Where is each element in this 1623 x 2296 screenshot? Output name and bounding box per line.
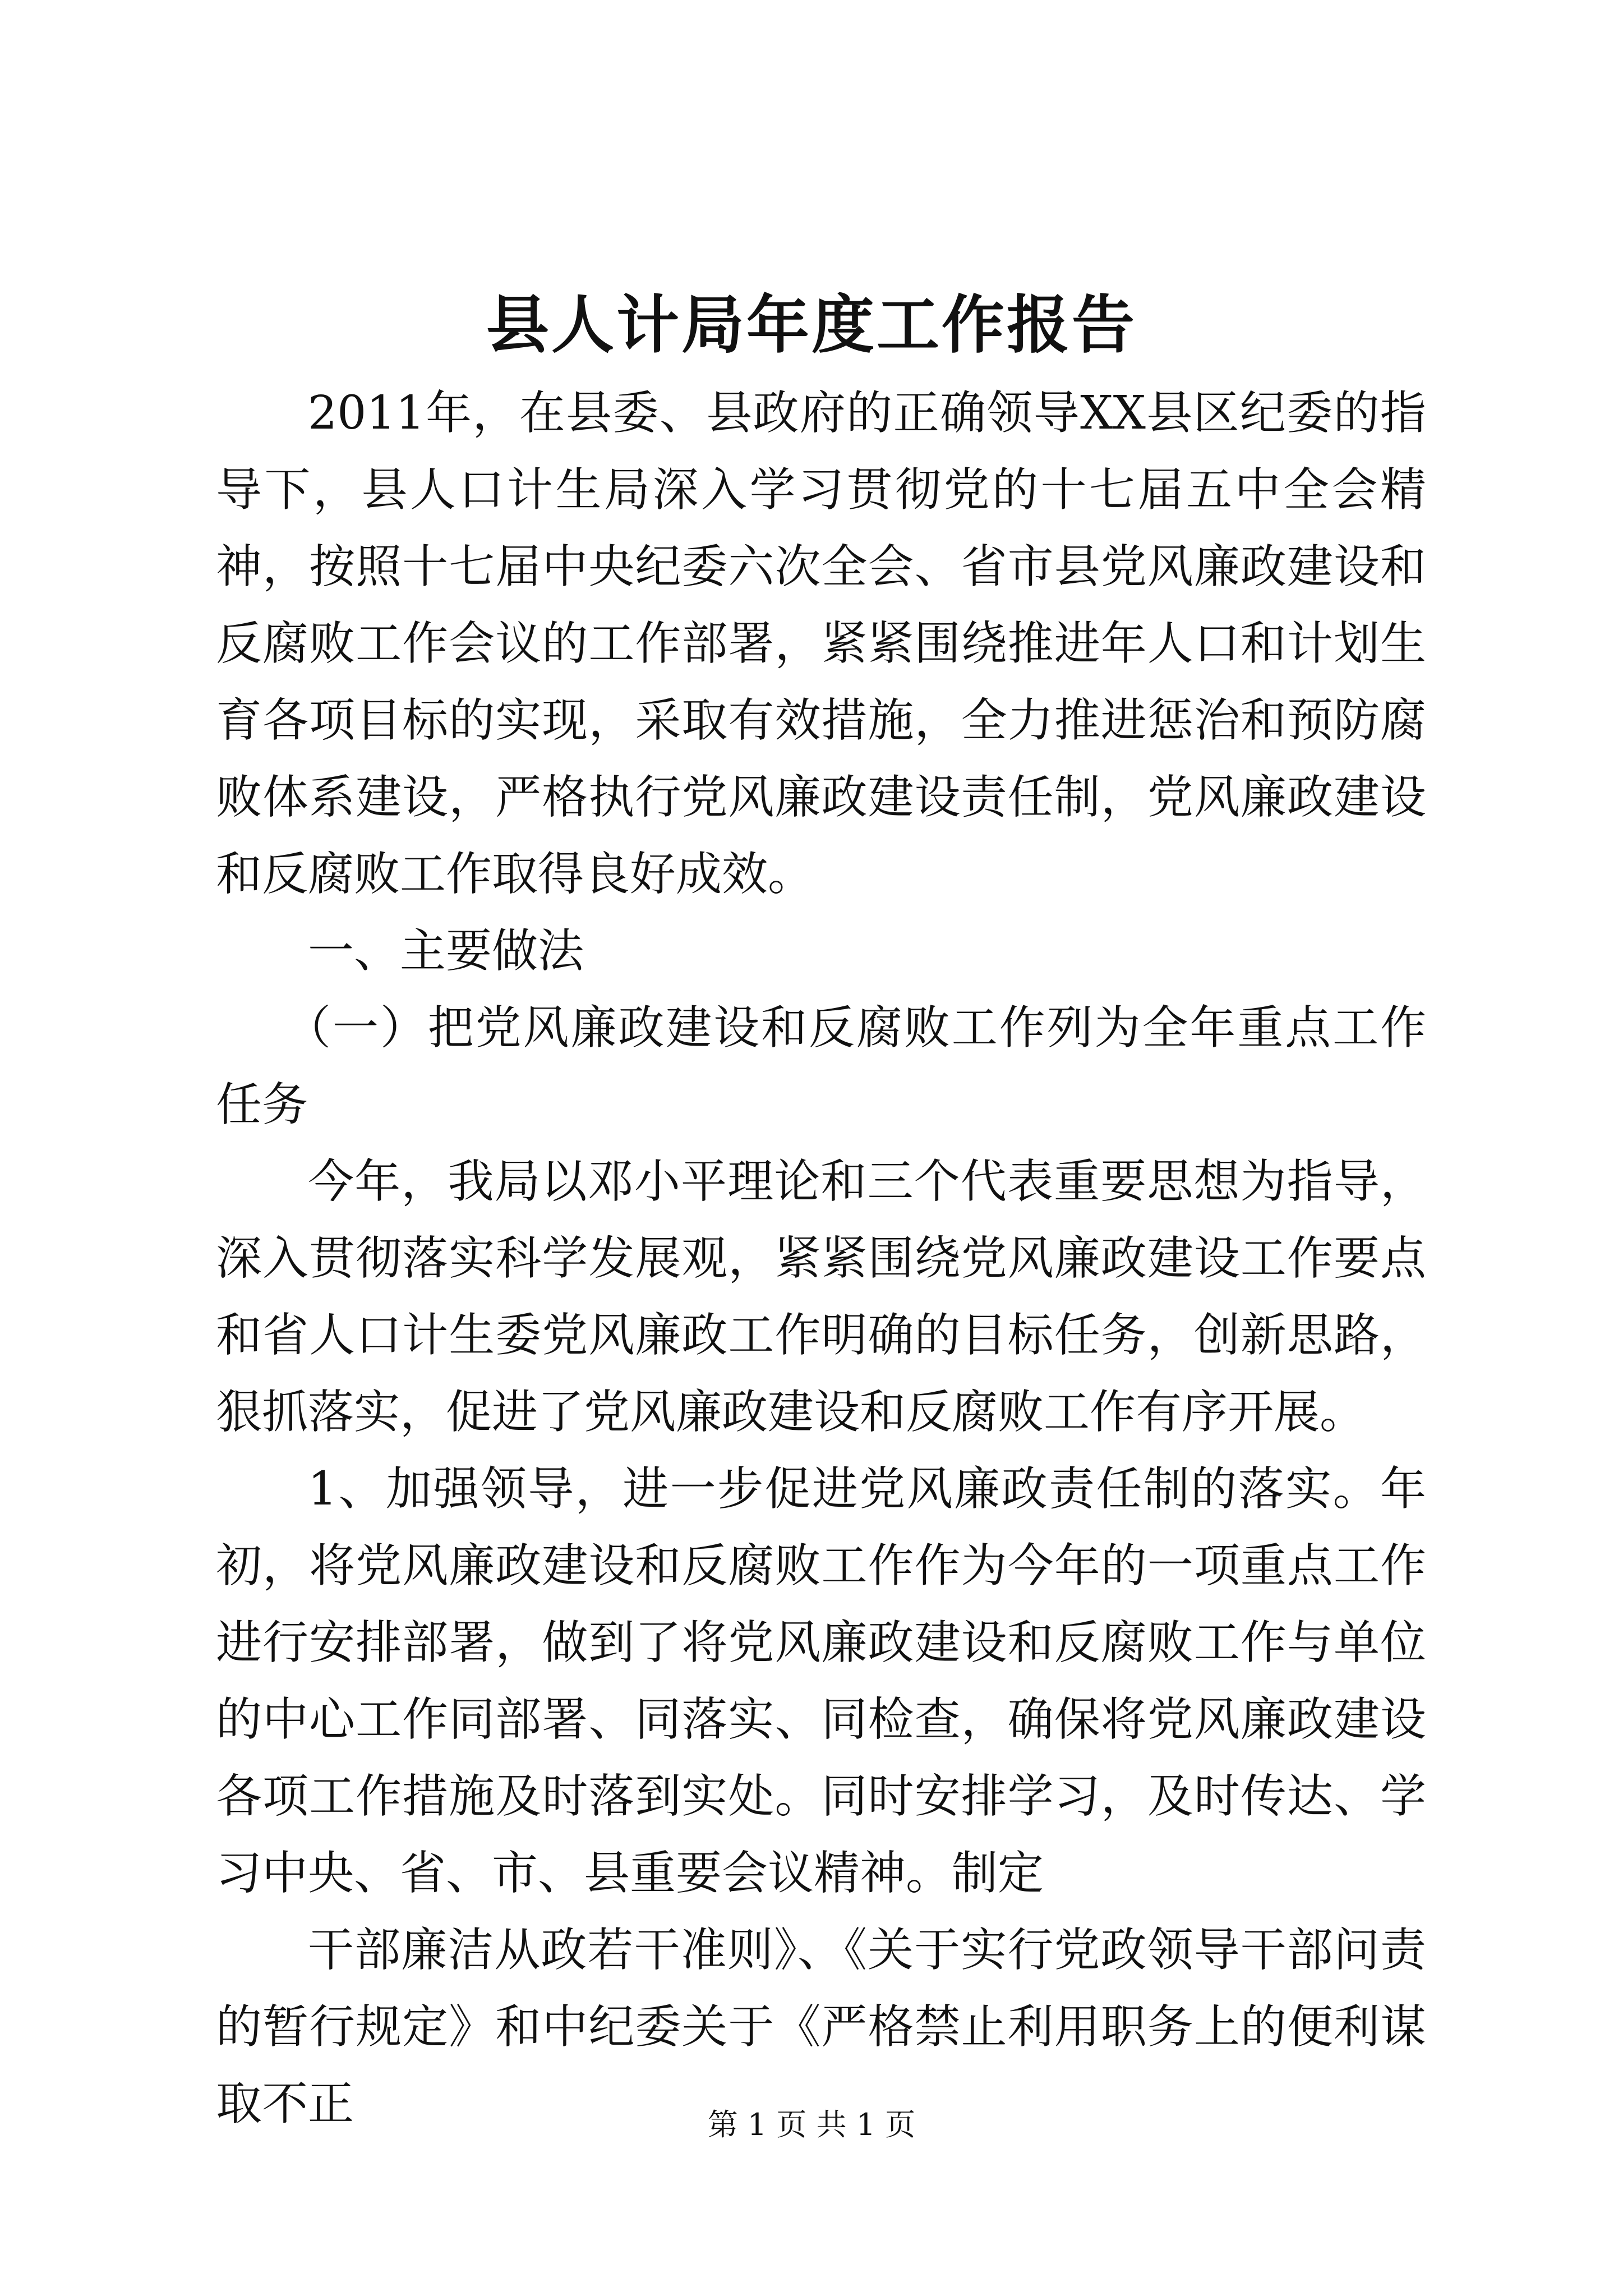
document-body bbox=[216, 375, 1426, 2142]
intro-paragraph: 2011年，在县委、县政府的正确领导XX县区纪委的指导下，县人口计生局深入学习贯彻党的十七届五中全会精神，按照十七届中央纪委六次全会、省市县党风廉政建设和反腐败工作会议的工作部署，紧紧围绕推进年人口和计划生育各项目标的实现，采取有效措施，全力推进惩治和预防腐败体系建设，严格执行党风廉政建设责任制，党风廉政建设和反腐败工作取得良好成效。 bbox=[216, 386, 1426, 901]
section-heading-main-practices: 一、主要做法 bbox=[308, 924, 584, 978]
document-title: 县人计局年度工作报告 bbox=[486, 288, 1137, 362]
body-paragraph: 1、加强领导，进一步促进党风廉政责任制的落实。年初，将党风廉政建设和反腐败工作作为今年的一项重点工作进行安排部署，做到了将党风廉政建设和反腐败工作与单位的中心工作同部署、同落实、同检查，确保将党风廉政建设各项工作措施及时落到实处。同时安排学习，及时传达、学习中央、省、市、县重要会议精神。制定 bbox=[216, 1462, 1426, 1900]
page-number-footer: 第 1 页 共 1 页 bbox=[707, 2107, 916, 2142]
body-paragraph: 干部廉洁从政若干准则》、《关于实行党政领导干部问责的暂行规定》和中纪委关于《严格禁止利用职务上的便利谋取不正 bbox=[216, 1924, 1426, 2131]
body-paragraph: 今年，我局以邓小平理论和三个代表重要思想为指导，深入贯彻落实科学发展观，紧紧围绕党风廉政建设工作要点和省人口计生委党风廉政工作明确的目标任务，创新思路，狠抓落实，促进了党风廉政建设和反腐败工作有序开展。 bbox=[216, 1155, 1426, 1439]
subsection-heading-1: （一）把党风廉政建设和反腐败工作列为全年重点工作任务 bbox=[216, 1001, 1426, 1131]
